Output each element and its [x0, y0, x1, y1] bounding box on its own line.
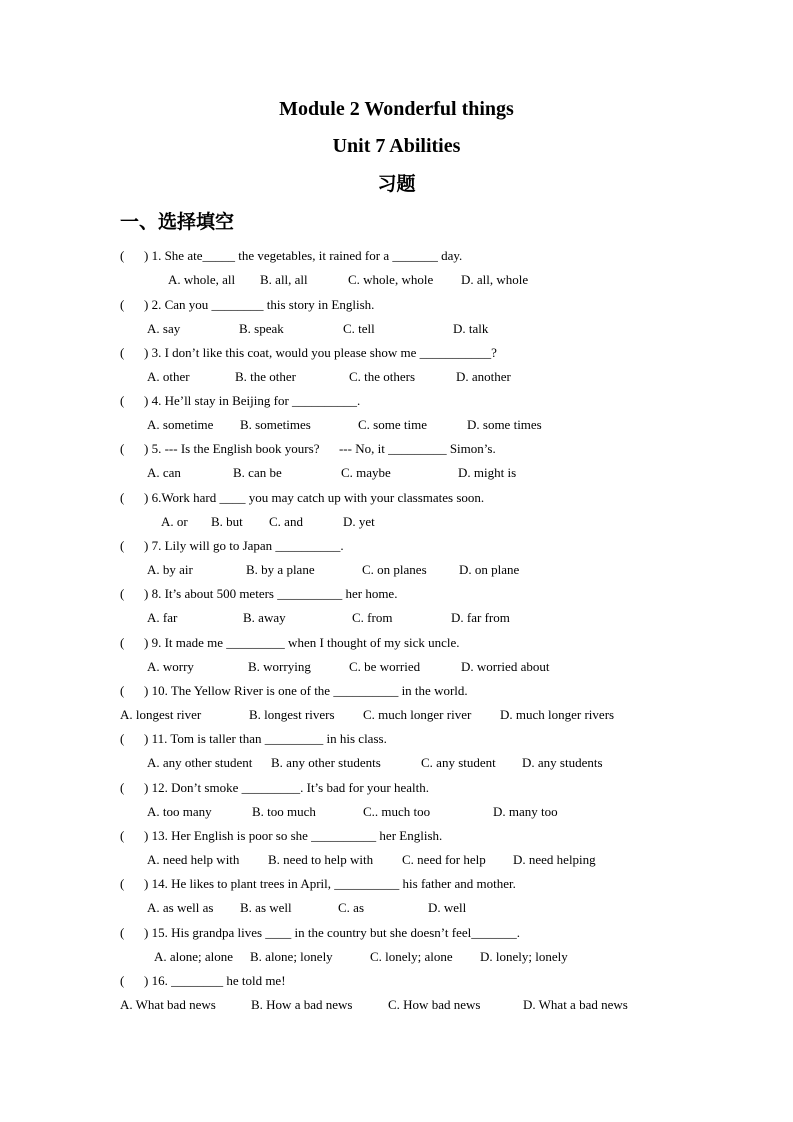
answer-blank: (: [120, 586, 125, 601]
option-b: B. can be: [233, 465, 282, 480]
option-a: A. whole, all: [168, 272, 236, 287]
option-c: C. as: [338, 900, 364, 915]
option-c: C. be worried: [349, 659, 421, 674]
option-a: A. other: [147, 369, 190, 384]
answer-blank: (: [120, 297, 125, 312]
section-heading: 一、选择填空: [120, 211, 235, 233]
option-d: D. need helping: [513, 852, 596, 867]
question-text: ) 6.Work hard ____ you may catch up with your classmates soon.: [144, 490, 485, 505]
option-a: A. alone; alone: [154, 949, 234, 964]
option-c: C.. much too: [363, 804, 431, 819]
option-d: D. might is: [458, 465, 517, 480]
option-d: D. all, whole: [461, 272, 529, 287]
option-d: D. well: [428, 900, 467, 915]
answer-blank: (: [120, 538, 125, 553]
answer-blank: (: [120, 635, 125, 650]
option-c: C. and: [269, 514, 303, 529]
option-a: A. longest river: [120, 707, 202, 722]
option-b: B. longest rivers: [249, 707, 335, 722]
option-a: A. far: [147, 610, 178, 625]
unit-title: Unit 7 Abilities: [332, 135, 461, 157]
option-c: C. How bad news: [388, 997, 481, 1012]
option-d: D. yet: [343, 514, 375, 529]
question-text: ) 2. Can you ________ this story in English.: [144, 297, 375, 312]
question-text: ) 1. She ate_____ the vegetables, it rained for a _______ day.: [144, 248, 463, 263]
option-a: A. worry: [147, 659, 194, 674]
option-b: B. need to help with: [268, 852, 374, 867]
answer-blank: (: [120, 973, 125, 988]
question-text: ) 14. He likes to plant trees in April, __________ his father and mother.: [144, 876, 516, 891]
answer-blank: (: [120, 683, 125, 698]
option-b: B. away: [243, 610, 286, 625]
option-d: D. worried about: [461, 659, 550, 674]
option-b: B. sometimes: [240, 417, 311, 432]
option-c: C. tell: [343, 321, 375, 336]
option-d: D. another: [456, 369, 511, 384]
option-d: D. many too: [493, 804, 558, 819]
module-title: Module 2 Wonderful things: [279, 98, 514, 120]
option-c: C. from: [352, 610, 393, 625]
option-c: C. maybe: [341, 465, 391, 480]
option-a: A. say: [147, 321, 181, 336]
answer-blank: (: [120, 876, 125, 891]
question-text: ) 7. Lily will go to Japan __________.: [144, 538, 344, 553]
option-a: A. as well as: [147, 900, 214, 915]
option-d: D. far from: [451, 610, 510, 625]
option-b: B. alone; lonely: [250, 949, 333, 964]
answer-blank: (: [120, 248, 125, 263]
option-d: D. talk: [453, 321, 489, 336]
option-c: C. much longer river: [363, 707, 472, 722]
question-text: ) 11. Tom is taller than _________ in his class.: [144, 731, 387, 746]
option-b: B. worrying: [248, 659, 311, 674]
option-b: B. the other: [235, 369, 297, 384]
question-text: ) 12. Don’t smoke _________. It’s bad for your health.: [144, 780, 429, 795]
question-text: ) 9. It made me _________ when I thought of my sick uncle.: [144, 635, 460, 650]
option-d: D. What a bad news: [523, 997, 628, 1012]
option-a: A. need help with: [147, 852, 240, 867]
option-b: B. any other students: [271, 755, 381, 770]
answer-blank: (: [120, 925, 125, 940]
option-d: D. some times: [467, 417, 542, 432]
answer-blank: (: [120, 345, 125, 360]
question-text: ) 3. I don’t like this coat, would you please show me ___________?: [144, 345, 497, 360]
option-b: B. but: [211, 514, 243, 529]
option-a: A. too many: [147, 804, 212, 819]
option-b: B. as well: [240, 900, 292, 915]
option-a: A. any other student: [147, 755, 253, 770]
option-c: C. the others: [349, 369, 416, 384]
option-c: C. whole, whole: [348, 272, 434, 287]
question-text: ) 16. ________ he told me!: [144, 973, 286, 988]
option-c: C. any student: [421, 755, 496, 770]
option-d: D. any students: [522, 755, 603, 770]
option-d: D. much longer rivers: [500, 707, 615, 722]
answer-blank: (: [120, 780, 125, 795]
exercise-title: 习题: [377, 173, 416, 195]
option-c: C. some time: [358, 417, 427, 432]
option-c: C. need for help: [402, 852, 486, 867]
answer-blank: (: [120, 828, 125, 843]
question-text: ) 8. It’s about 500 meters __________ her home.: [144, 586, 398, 601]
option-a: A. can: [147, 465, 181, 480]
option-b: B. all, all: [260, 272, 308, 287]
option-a: A. or: [161, 514, 188, 529]
option-c: C. on planes: [362, 562, 427, 577]
option-c: C. lonely; alone: [370, 949, 453, 964]
option-d: D. on plane: [459, 562, 520, 577]
option-d: D. lonely; lonely: [480, 949, 568, 964]
answer-blank: (: [120, 441, 125, 456]
option-b: B. speak: [239, 321, 284, 336]
question-text: ) 13. Her English is poor so she __________ her English.: [144, 828, 443, 843]
option-a: A. sometime: [147, 417, 214, 432]
option-b: B. by a plane: [246, 562, 315, 577]
question-text: ) 10. The Yellow River is one of the __________ in the world.: [144, 683, 468, 698]
answer-blank: (: [120, 490, 125, 505]
question-text: ) 4. He’ll stay in Beijing for __________.: [144, 393, 361, 408]
option-b: B. too much: [252, 804, 316, 819]
question-text: ) 15. His grandpa lives ____ in the country but she doesn’t feel_______.: [144, 925, 520, 940]
answer-blank: (: [120, 731, 125, 746]
option-a: A. What bad news: [120, 997, 216, 1012]
answer-blank: (: [120, 393, 125, 408]
question-text: ) 5. --- Is the English book yours? --- No, it _________ Simon’s.: [144, 441, 496, 456]
option-b: B. How a bad news: [251, 997, 353, 1012]
option-a: A. by air: [147, 562, 193, 577]
